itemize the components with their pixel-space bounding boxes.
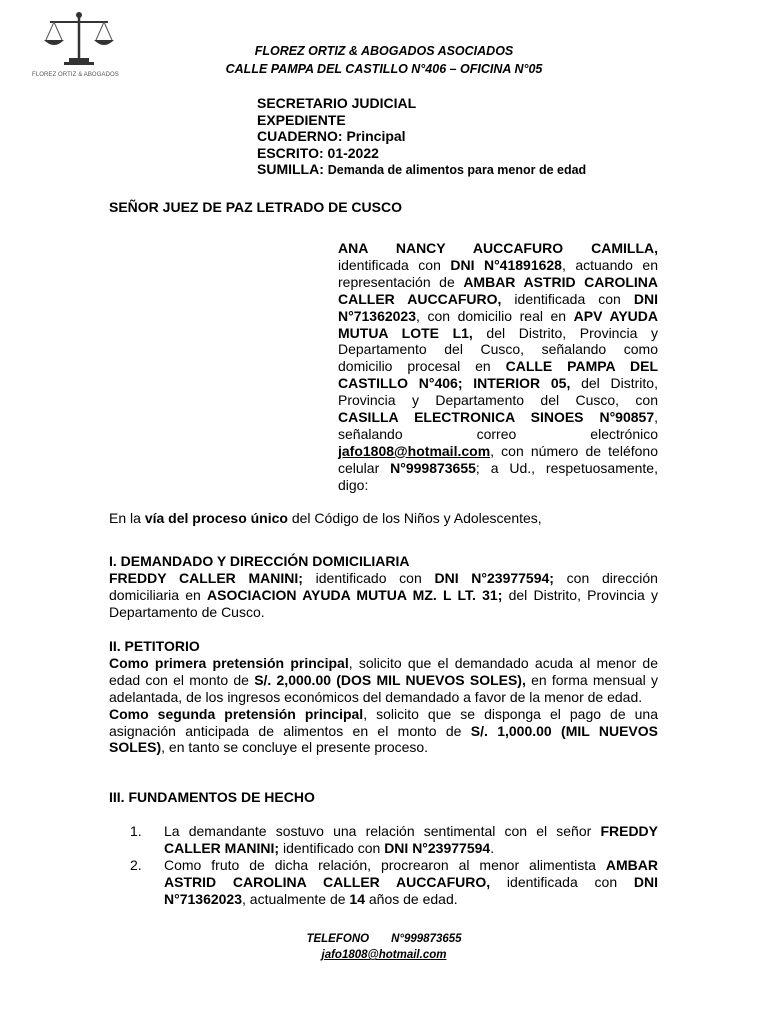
text-span: identificado con <box>302 569 435 586</box>
plaintiff-name: ANA NANCY AUCCAFURO CAMILLA, <box>338 240 658 256</box>
second-claim <box>109 706 658 757</box>
footer-phone <box>0 933 768 945</box>
list-number: 1. <box>130 823 142 839</box>
real-address: APV AYUDA MUTUA LOTE L1, <box>338 307 658 341</box>
text-span: identificada con <box>501 290 634 307</box>
text-span: del Distrito, Provincia y Departamento del Cusco, señalando como domicilio procesal en <box>338 324 658 375</box>
section-facts-title <box>109 789 658 806</box>
footer-phone-number: N°999873655 <box>391 933 462 945</box>
list-number: 2. <box>130 857 142 873</box>
section-petition <box>109 638 658 756</box>
procedural-address: CALLE PAMPA DEL CASTILLO N°406; INTERIOR 05, <box>338 358 658 392</box>
footer-phone-label: TELEFONO <box>306 933 370 945</box>
text-span: En la <box>109 510 145 526</box>
defendant-address: ASOCIACION AYUDA MUTUA MZ. L LT. 31; <box>207 586 503 603</box>
text-span: La demandante sostuvo una relación sentimental con el señor <box>164 823 601 839</box>
email-link[interactable]: jafo1808@hotmail.com <box>338 442 491 459</box>
first-claim-label: Como primera pretensión principal <box>109 654 349 671</box>
list-item <box>109 823 658 857</box>
defendant-paragraph <box>109 570 658 621</box>
firm-name: FLOREZ ORTIZ & ABOGADOS ASOCIADOS <box>254 44 514 58</box>
summary-line <box>257 161 586 179</box>
section-title: III. FUNDAMENTOS DE HECHO <box>109 789 315 805</box>
intro-paragraph <box>109 510 658 527</box>
text-span: , señalando correo electrónico <box>338 409 658 442</box>
text-span: , actualmente de <box>242 890 350 907</box>
second-claim-label: Como segunda pretensión principal <box>109 705 364 722</box>
second-claim-amount: S/. 1,000.00 (MIL NUEVOS SOLES) <box>109 722 658 756</box>
addressee: SEÑOR JUEZ DE PAZ LETRADO DE CUSCO <box>109 199 402 215</box>
text-span: identificada con <box>338 256 451 273</box>
text-span: , con domicilio real en <box>416 307 574 324</box>
minor-age: 14 <box>349 890 365 907</box>
list-text <box>164 857 658 908</box>
minor-name: AMBAR ASTRID CAROLINA CALLER AUCCAFURO, <box>338 273 659 307</box>
text-span: del Distrito, Provincia y Departamento del Cusco, con <box>338 375 658 409</box>
case-header <box>257 95 586 179</box>
text-span: , actuando en representación de <box>338 256 658 290</box>
first-claim-amount: S/. 2,000.00 (DOS MIL NUEVOS SOLES), <box>254 671 526 688</box>
text-span: identificado con <box>279 839 385 856</box>
text-span: ; a Ud., respetuosamente, digo: <box>338 459 658 493</box>
text-span: años de edad. <box>364 890 458 907</box>
defendant-dni: DNI N°23977594; <box>434 569 554 586</box>
list-text <box>164 823 658 857</box>
list-item <box>109 857 658 908</box>
summary-label: SUMILLA: <box>257 161 324 178</box>
section-title: I. DEMANDADO Y DIRECCIÓN DOMICILIARIA <box>109 553 410 569</box>
text-span: con dirección domiciliaria en <box>109 569 658 603</box>
section-title: II. PETITORIO <box>109 638 200 654</box>
plaintiff-dni: DNI N°41891628 <box>450 256 562 273</box>
text-span: Como fruto de dicha relación, procrearon al menor alimentista <box>164 857 606 873</box>
secretary-line: SECRETARIO JUDICIAL <box>257 95 417 111</box>
summary-value: Demanda de alimentos para menor de edad <box>327 163 587 178</box>
logo-caption: FLOREZ ORTIZ & ABOGADOS <box>32 72 119 78</box>
process-type: vía del proceso único <box>144 510 288 526</box>
firm-address: CALLE PAMPA DEL CASTILLO N°406 – OFICINA N°05 <box>225 62 543 76</box>
footer-email[interactable]: jafo1808@hotmail.com <box>321 949 447 961</box>
minor-name: AMBAR ASTRID CAROLINA CALLER AUCCAFURO, <box>164 857 658 890</box>
electronic-mailbox: CASILLA ELECTRONICA SINOES N°90857 <box>338 409 655 426</box>
file-line: EXPEDIENTE <box>257 111 346 128</box>
phone-number: N°999873655 <box>390 459 476 476</box>
first-claim <box>109 655 658 706</box>
text-span: identificada con <box>490 873 634 890</box>
text-span: , solicito que el demandado acuda al menor de edad con el monto de <box>109 654 658 688</box>
text-span: del Código de los Niños y Adolescentes, <box>287 510 542 526</box>
footer-email-line <box>0 949 768 961</box>
minor-dni: DNI N°71362023 <box>338 290 658 324</box>
defendant-dni: DNI N°23977594 <box>384 839 491 856</box>
text-span: , solicito que se disponga el pago de una asignación anticipada de alimentos en el monto de <box>109 705 658 739</box>
text-span: , en tanto se concluye el presente proceso. <box>161 739 429 756</box>
text-span: , con número de teléfono celular <box>338 442 658 476</box>
brief-line: ESCRITO: 01-2022 <box>257 144 379 161</box>
section-defendant <box>109 553 658 621</box>
minor-dni: DNI N°71362023 <box>164 873 658 907</box>
text-span: en forma mensual y adelantada, de los ingresos económicos del demandado a favor de la menor de edad. <box>109 671 659 705</box>
plaintiff-block <box>338 240 658 494</box>
defendant-name: FREDDY CALLER MANINI; <box>109 569 303 586</box>
text-span: . <box>490 839 495 856</box>
text-span: del Distrito, Provincia y Departamento de Cusco. <box>109 586 658 620</box>
notebook-line: CUADERNO: Principal <box>257 128 406 145</box>
defendant-name: FREDDY CALLER MANINI; <box>164 823 658 856</box>
